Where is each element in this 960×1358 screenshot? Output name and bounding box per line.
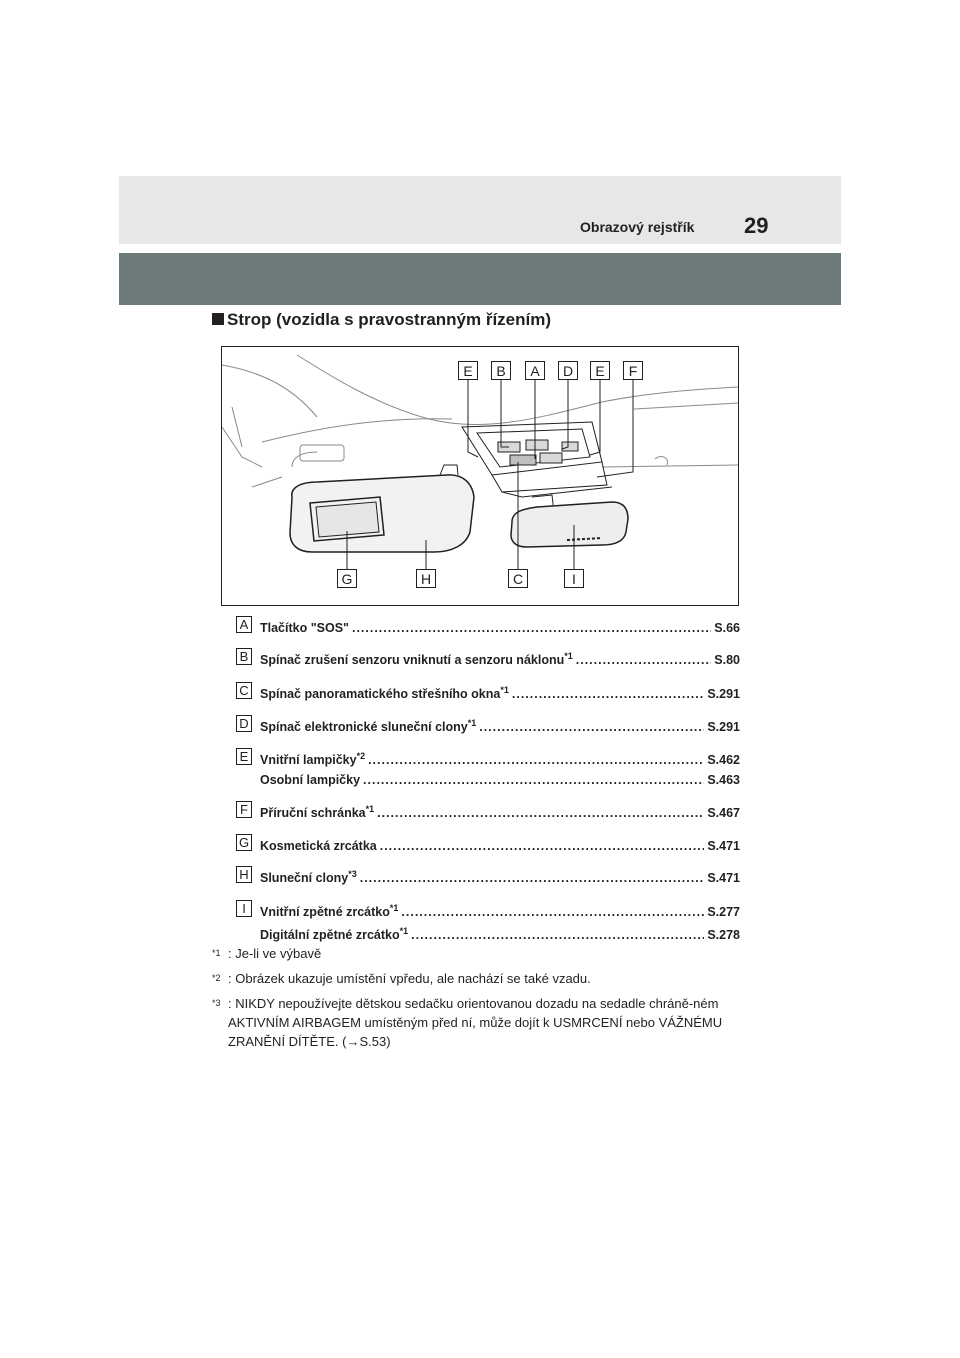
entry-text	[260, 903, 398, 919]
leader-dots	[401, 905, 704, 919]
item-key: C	[236, 682, 252, 699]
footnote-text: : Obrázek ukazuje umístění vpředu, ale nachází se také vzadu.	[228, 971, 591, 986]
entry-sup: *2	[356, 751, 366, 761]
footnote-mark: *1	[212, 948, 221, 958]
item-key: E	[236, 748, 252, 765]
item-key: B	[236, 648, 252, 665]
entry-line	[260, 926, 740, 942]
header-band	[119, 176, 841, 244]
entry-sup: *1	[467, 718, 477, 728]
entry-label: Sluneční clony	[260, 871, 349, 886]
entry-sup: *1	[365, 804, 375, 814]
page-ref[interactable]: S.80	[714, 653, 740, 668]
page-ref[interactable]: S.463	[707, 773, 740, 788]
entry-text	[260, 619, 349, 635]
footnote-mark: *2	[212, 973, 221, 983]
entry-label: Spínač panoramatického střešního okna	[260, 687, 501, 702]
leader-dots	[512, 687, 704, 701]
leader-dots	[380, 839, 705, 853]
callout-label-d: D	[558, 361, 578, 380]
ceiling-drawing	[222, 347, 738, 605]
callout-label-b: B	[491, 361, 511, 380]
leader-dots	[363, 773, 704, 787]
entry-text	[260, 685, 509, 701]
header-bar	[119, 253, 841, 305]
footnote	[212, 994, 752, 1049]
callout-label-a: A	[525, 361, 545, 380]
leader-dots	[411, 928, 704, 942]
entry-label: Kosmetická zrcátka	[260, 839, 377, 854]
footnote	[212, 969, 752, 991]
entry-label: Tlačítko "SOS"	[260, 621, 349, 636]
entry-text	[260, 771, 360, 787]
entry-label: Osobní lampičky	[260, 773, 361, 788]
page-ref[interactable]: S.467	[707, 806, 740, 821]
entry-sup: *1	[500, 685, 509, 695]
item-key: F	[236, 801, 252, 818]
header-section-title: Obrazový rejstřík	[580, 219, 695, 235]
entry-sup: *1	[389, 903, 399, 913]
callout-label-h: H	[416, 569, 436, 588]
footnote-text: : NIKDY nepoužívejte dětskou sedačku orientovanou dozadu na sedadle chráně-ném AKTIVNÍM AIRBAGEM umístěným před ní, může dojít k USMRCENÍ nebo VÁŽNÉMU ZRANĚNÍ DÍTĚTE. (→S.53)	[228, 996, 723, 1049]
callout-label-g: G	[337, 569, 357, 588]
callout-label-c: C	[508, 569, 528, 588]
page-ref[interactable]: S.291	[707, 687, 740, 702]
page-ref[interactable]: S.278	[707, 928, 740, 943]
entry-line	[260, 771, 740, 787]
entry-text	[260, 651, 573, 667]
entry-text	[260, 751, 365, 767]
entry-line	[260, 619, 740, 635]
callout-label-e-left: E	[458, 361, 478, 380]
page-ref[interactable]: S.66	[714, 621, 740, 636]
entry-line	[260, 869, 740, 885]
entry-line	[260, 804, 740, 820]
entry-label: Příruční schránka	[260, 806, 366, 821]
entry-line	[260, 837, 740, 853]
leader-dots	[352, 621, 711, 635]
ceiling-illustration	[221, 346, 739, 606]
entry-sup: *1	[564, 651, 573, 661]
callout-label-i: I	[564, 569, 584, 588]
page-ref[interactable]: S.471	[707, 871, 740, 886]
leader-dots	[368, 753, 704, 767]
entry-line	[260, 718, 740, 734]
page-number: 29	[744, 213, 769, 238]
leader-dots	[360, 871, 705, 885]
leader-dots	[377, 806, 704, 820]
callout-label-f: F	[623, 361, 643, 380]
entry-sup: *1	[399, 926, 409, 936]
entry-label: Digitální zpětné zrcátko	[260, 928, 400, 943]
entry-line	[260, 651, 740, 667]
entry-text	[260, 804, 374, 820]
entry-label: Vnitřní zpětné zrcátko	[260, 905, 390, 920]
section-heading-text: Strop (vozidla s pravostranným řízením)	[227, 310, 552, 329]
entry-label: Vnitřní lampičky	[260, 753, 357, 768]
entry-line	[260, 751, 740, 767]
callout-label-e-right: E	[590, 361, 610, 380]
footnote-text: : Je-li ve výbavě	[228, 946, 322, 961]
page-ref[interactable]: S.291	[707, 720, 740, 735]
item-key: D	[236, 715, 252, 732]
item-key: A	[236, 616, 252, 633]
entry-sup: *3	[348, 869, 357, 879]
entry-line	[260, 903, 740, 919]
square-bullet-icon	[212, 313, 224, 325]
entry-text	[260, 837, 377, 853]
item-key: G	[236, 834, 252, 851]
section-heading	[212, 310, 551, 330]
entry-text	[260, 869, 357, 885]
item-key: H	[236, 866, 252, 883]
entry-text	[260, 718, 476, 734]
footnote	[212, 944, 752, 966]
entry-label: Spínač elektronické sluneční clony	[260, 720, 468, 735]
page-ref[interactable]: S.471	[707, 839, 740, 854]
leader-dots	[479, 720, 704, 734]
entry-label: Spínač zrušení senzoru vniknutí a senzoru náklonu	[260, 653, 565, 668]
page-ref[interactable]: S.462	[707, 753, 740, 768]
footnote-mark: *3	[212, 998, 221, 1008]
page-ref[interactable]: S.277	[707, 905, 740, 920]
entry-text	[260, 926, 408, 942]
leader-dots	[576, 653, 712, 667]
item-key: I	[236, 900, 252, 917]
entry-line	[260, 685, 740, 701]
